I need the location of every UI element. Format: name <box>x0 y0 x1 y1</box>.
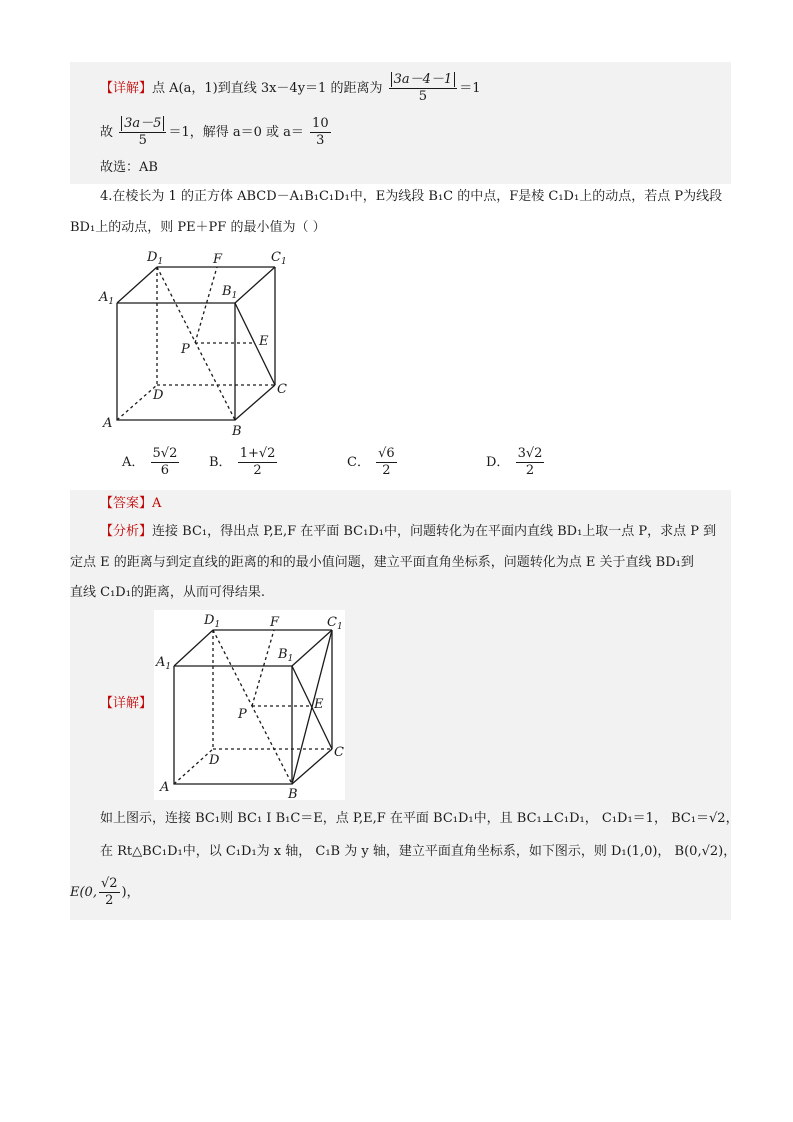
choice-line: 故选：AB <box>100 160 158 175</box>
svg-text:B: B <box>288 787 298 802</box>
analysis-line-3: 直线 C₁D₁的距离，从而可得结果. <box>70 585 266 600</box>
label-C: C <box>277 382 287 397</box>
label-F: F <box>213 252 223 267</box>
detail-tag: 【详解】 <box>100 696 153 711</box>
option-d[interactable]: D． $\frac{3√2}{2}$ <box>486 446 543 478</box>
label-A: A <box>103 416 113 431</box>
svg-text:C: C <box>334 745 344 760</box>
label-P: P <box>181 342 190 357</box>
label-A1: $A_1$ <box>99 290 115 307</box>
label-B: B <box>232 424 242 439</box>
label-C1: $C_1$ <box>271 250 287 267</box>
option-a[interactable]: A． $\frac{5√2}{6}$ <box>122 446 178 478</box>
detail-line-1: 【详解】点 A(a，1)到直线 3x－4y＝1 的距离为 $\frac{3a-4-1}{5}$ ＝1 <box>100 72 481 104</box>
detail-2-line-3: E(0, $\frac{√2}{2}$ )， <box>70 876 140 908</box>
detail-line-2: 故 $\frac{3a-5}{5}$ ＝1，解得 a＝0 或 a＝ $\frac{10}{3}$ <box>100 116 329 148</box>
detail-2-line-1: 如上图示，连接 BC₁则 BC₁ I B₁C＝E，点 P,E,F 在平面 BC₁D₁中，且 BC₁⊥C₁D₁， C₁D₁＝1， BC₁＝√2， <box>100 811 739 826</box>
svg-text:E: E <box>314 697 324 712</box>
svg-text:A1: $A_1$ <box>156 655 172 672</box>
svg-text:P: P <box>238 707 247 722</box>
label-B1: $B_1$ <box>222 284 238 301</box>
svg-text:C1: $C_1$ <box>327 615 343 632</box>
question-4-line-1: 4.在棱长为 1 的正方体 ABCD－A₁B₁C₁D₁中，E为线段 B₁C 的中点，F是棱 C₁D₁上的动点，若点 P为线段 <box>100 189 723 204</box>
cube-figure-2 <box>154 608 354 803</box>
label-E: E <box>259 334 269 349</box>
answer-line: 【答案】A <box>100 496 162 511</box>
svg-text:F: F <box>270 615 280 630</box>
detail-2-line-2: 在 Rt△BC₁D₁中，以 C₁D₁为 x 轴， C₁B 为 y 轴，建立平面直角坐标系，如下图示，则 D₁(1,0)， B(0,√2)， <box>100 844 737 859</box>
svg-text:B1: $B_1$ <box>278 647 294 664</box>
question-4-line-2: BD₁上的动点，则 PE＋PF 的最小值为（ ） <box>70 220 326 235</box>
svg-text:A: A <box>160 780 170 795</box>
svg-text:D1: $D_1$ <box>204 613 221 630</box>
distance-fraction: $\frac{3a-4-1}{5}$ <box>389 72 458 105</box>
option-c[interactable]: C． $\frac{√6}{2}$ <box>347 446 395 478</box>
cube-figure-1 <box>95 245 305 440</box>
analysis-line-2: 定点 E 的距离与到定直线的距离的和的最小值问题，建立平面直角坐标系，问题转化为点 E 关于直线 BD₁到 <box>70 555 694 570</box>
label-D1: $D_1$ <box>147 250 164 267</box>
option-b[interactable]: B． $\frac{1+√2}{2}$ <box>209 446 276 478</box>
analysis-line-1: 【分析】连接 BC₁，得出点 P,E,F 在平面 BC₁D₁中，问题转化为在平面内直线 BD₁上取一点 P，求点 P 到 <box>100 524 717 539</box>
label-D: D <box>153 388 164 403</box>
svg-text:D: D <box>209 753 220 768</box>
